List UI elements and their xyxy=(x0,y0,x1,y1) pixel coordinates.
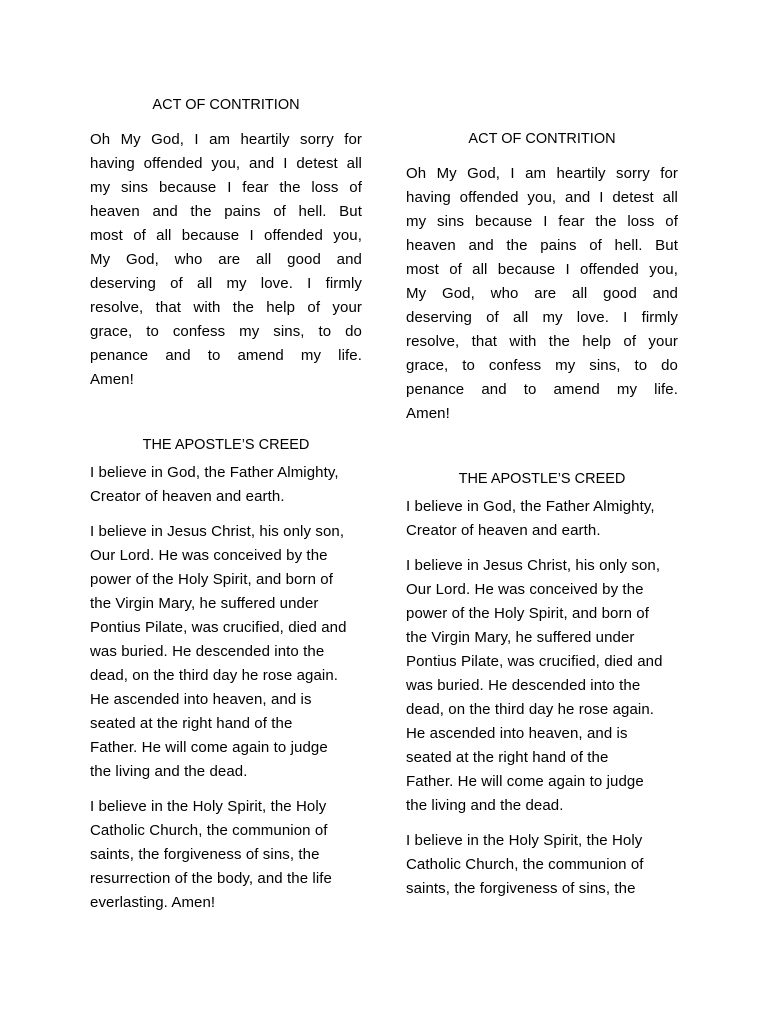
text-line: power of the Holy Spirit, and born of xyxy=(90,571,333,588)
text-line: penance and to amend my life. xyxy=(90,347,362,364)
text-line: saints, the forgiveness of sins, the xyxy=(406,880,636,897)
text-line: Catholic Church, the communion of xyxy=(90,822,328,839)
text-line: resolve, that with the help of your xyxy=(90,299,362,316)
creed-paragraph-3 xyxy=(406,829,678,901)
text-line: I believe in God, the Father Almighty, xyxy=(406,498,655,515)
text-line: Our Lord. He was conceived by the xyxy=(90,547,328,564)
text-line: having offended you, and I detest all xyxy=(406,189,678,206)
text-line: seated at the right hand of the xyxy=(406,749,609,766)
text-line: Our Lord. He was conceived by the xyxy=(406,581,644,598)
text-line: saints, the forgiveness of sins, the xyxy=(90,846,320,863)
text-line: Father. He will come again to judge xyxy=(90,739,328,756)
text-line: I believe in Jesus Christ, his only son, xyxy=(90,523,345,540)
creed-paragraph-1 xyxy=(406,495,678,543)
creed-paragraph-3 xyxy=(90,795,362,915)
text-line: the Virgin Mary, he suffered under xyxy=(406,629,635,646)
text-line: I believe in Jesus Christ, his only son, xyxy=(406,557,661,574)
text-line: My God, who are all good and xyxy=(406,285,678,302)
text-line: I believe in God, the Father Almighty, xyxy=(90,464,339,481)
act-of-contrition-title: ACT OF CONTRITION xyxy=(468,131,616,147)
text-line: heaven and the pains of hell. But xyxy=(90,203,362,220)
text-line: power of the Holy Spirit, and born of xyxy=(406,605,649,622)
text-line: I believe in the Holy Spirit, the Holy xyxy=(406,832,643,849)
text-line: everlasting. Amen! xyxy=(90,894,216,911)
text-line: heaven and the pains of hell. But xyxy=(406,237,678,254)
text-line: the living and the dead. xyxy=(90,763,248,780)
text-line: grace, to confess my sins, to do xyxy=(90,323,362,340)
text-line: seated at the right hand of the xyxy=(90,715,293,732)
text-line: grace, to confess my sins, to do xyxy=(406,357,678,374)
text-line: Creator of heaven and earth. xyxy=(90,488,285,505)
text-line: the living and the dead. xyxy=(406,797,564,814)
text-line: dead, on the third day he rose again. xyxy=(90,667,339,684)
text-line: He ascended into heaven, and is xyxy=(406,725,628,742)
text-line: Creator of heaven and earth. xyxy=(406,522,601,539)
text-line: most of all because I offended you, xyxy=(90,227,362,244)
text-line: was buried. He descended into the xyxy=(406,677,641,694)
text-line: my sins because I fear the loss of xyxy=(406,213,678,230)
text-line: resolve, that with the help of your xyxy=(406,333,678,350)
right-column xyxy=(406,129,678,901)
text-line: my sins because I fear the loss of xyxy=(90,179,362,196)
left-column xyxy=(90,95,362,915)
apostles-creed-title: THE APOSTLE’S CREED xyxy=(142,437,310,453)
text-line: Oh My God, I am heartily sorry for xyxy=(406,165,678,182)
text-line: having offended you, and I detest all xyxy=(90,155,362,172)
text-line: Amen! xyxy=(90,371,134,388)
text-line: Amen! xyxy=(406,405,450,422)
text-line: My God, who are all good and xyxy=(90,251,362,268)
act-of-contrition-text xyxy=(90,128,362,392)
creed-paragraph-2 xyxy=(406,554,678,818)
creed-paragraph-2 xyxy=(90,520,362,784)
text-line: deserving of all my love. I firmly xyxy=(406,309,678,326)
text-line: deserving of all my love. I firmly xyxy=(90,275,362,292)
text-line: Pontius Pilate, was crucified, died and xyxy=(406,653,663,670)
act-of-contrition-text xyxy=(406,162,678,426)
act-of-contrition-title: ACT OF CONTRITION xyxy=(152,97,300,113)
text-line: was buried. He descended into the xyxy=(90,643,325,660)
text-line: the Virgin Mary, he suffered under xyxy=(90,595,319,612)
apostles-creed-title: THE APOSTLE’S CREED xyxy=(458,471,626,487)
text-line: resurrection of the body, and the life xyxy=(90,870,332,887)
text-line: Catholic Church, the communion of xyxy=(406,856,644,873)
text-line: most of all because I offended you, xyxy=(406,261,678,278)
creed-paragraph-1 xyxy=(90,461,362,509)
text-line: dead, on the third day he rose again. xyxy=(406,701,655,718)
text-line: Oh My God, I am heartily sorry for xyxy=(90,131,362,148)
text-line: Father. He will come again to judge xyxy=(406,773,644,790)
text-line: Pontius Pilate, was crucified, died and xyxy=(90,619,347,636)
text-line: I believe in the Holy Spirit, the Holy xyxy=(90,798,327,815)
text-line: He ascended into heaven, and is xyxy=(90,691,312,708)
text-line: penance and to amend my life. xyxy=(406,381,678,398)
